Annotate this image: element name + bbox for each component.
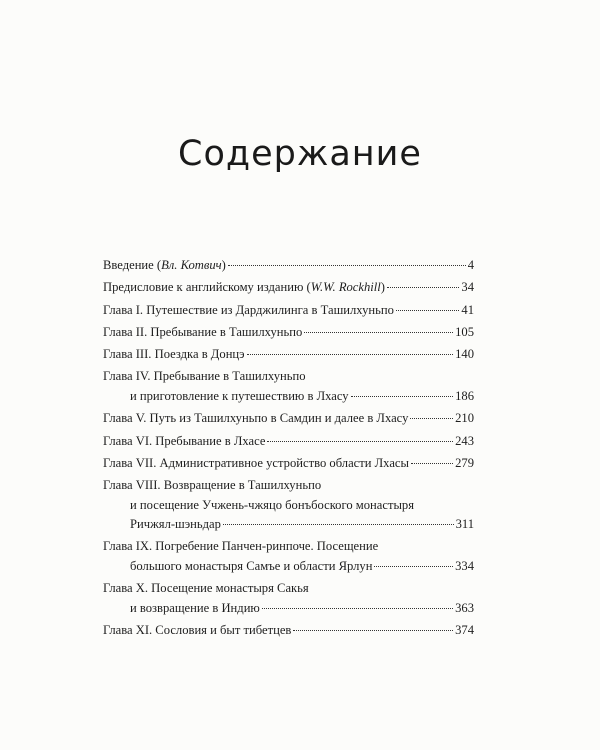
toc-entry-title: Глава III. Поездка в Донцэ xyxy=(103,347,245,362)
toc-page-number: 140 xyxy=(455,347,474,362)
dot-leader xyxy=(396,310,459,311)
toc-entry-title: Глава IX. Погребение Панчен-ринпоче. Посещение xyxy=(103,539,379,554)
dot-leader xyxy=(304,332,453,333)
toc-entry-chapter-11[interactable] xyxy=(103,621,474,641)
toc-page-number: 41 xyxy=(461,302,474,317)
toc-entry-chapter-4[interactable] xyxy=(103,367,474,406)
toc-entry-title-continued: Ричжял-шэньдар xyxy=(130,517,221,532)
toc-entry-author: W.W. Rockhill xyxy=(310,280,381,295)
toc-entry-title: Глава X. Посещение монастыря Сакья xyxy=(103,581,309,596)
table-of-contents xyxy=(103,256,474,643)
dot-leader xyxy=(410,418,453,419)
dot-leader xyxy=(223,524,454,525)
toc-entry-title: Глава VII. Административное устройство области Лхасы xyxy=(103,455,409,470)
toc-entry-preface[interactable] xyxy=(103,278,474,298)
toc-entry-chapter-3[interactable] xyxy=(103,345,474,365)
toc-page-number: 243 xyxy=(455,433,474,448)
toc-entry-title-continued: и приготовление к путешествию в Лхасу xyxy=(130,388,349,403)
toc-entry-title-continued: и возвращение в Индию xyxy=(130,600,260,615)
dot-leader xyxy=(228,265,466,266)
toc-entry-title: Глава XI. Сословия и быт тибетцев xyxy=(103,623,292,638)
toc-entry-chapter-10[interactable] xyxy=(103,579,474,618)
toc-entry-title: Глава VI. Пребывание в Лхасе xyxy=(103,433,266,448)
toc-entry-title: Глава IV. Пребывание в Ташилхуньпо xyxy=(103,369,306,384)
dot-leader xyxy=(267,441,453,442)
toc-page-number: 210 xyxy=(455,411,474,426)
toc-entry-title: Глава I. Путешествие из Дарджилинга в Ташилхуньпо xyxy=(103,302,394,317)
toc-entry-title: Предисловие к английскому изданию (W.W. Rockhill) xyxy=(103,280,385,295)
toc-page-number: 34 xyxy=(461,280,474,295)
toc-entry-chapter-7[interactable] xyxy=(103,454,474,474)
dot-leader xyxy=(351,396,454,397)
toc-page-number: 279 xyxy=(455,455,474,470)
toc-page-number: 186 xyxy=(455,388,474,403)
toc-entry-introduction[interactable] xyxy=(103,256,474,276)
dot-leader xyxy=(387,287,459,288)
toc-entry-author: Вл. Котвич xyxy=(161,258,222,272)
toc-entry-chapter-9[interactable] xyxy=(103,537,474,576)
dot-leader xyxy=(262,608,453,609)
toc-entry-chapter-2[interactable] xyxy=(103,323,474,343)
dot-leader xyxy=(293,630,453,631)
toc-entry-title: Глава VIII. Возвращение в Ташилхуньпо xyxy=(103,478,322,493)
dot-leader xyxy=(411,463,453,464)
toc-page-number: 363 xyxy=(455,600,474,615)
toc-page-number: 334 xyxy=(455,558,474,573)
toc-entry-chapter-8[interactable] xyxy=(103,476,474,535)
page-title: Содержание xyxy=(178,134,422,174)
toc-entry-title: Введение (Вл. Котвич) xyxy=(103,258,226,272)
toc-entry-chapter-5[interactable] xyxy=(103,409,474,429)
dot-leader xyxy=(247,354,454,355)
toc-page-number: 374 xyxy=(455,623,474,638)
dot-leader xyxy=(374,566,453,567)
toc-entry-chapter-1[interactable] xyxy=(103,301,474,321)
toc-entry-title: Глава II. Пребывание в Ташилхуньпо xyxy=(103,324,303,339)
toc-entry-title-continued: и посещение Учжень-чжяцо бонъбоского монастыря xyxy=(130,497,415,512)
toc-entry-title: Глава V. Путь из Ташилхуньпо в Самдин и далее в Лхасу xyxy=(103,411,409,426)
toc-page-number: 4 xyxy=(467,258,474,272)
toc-entry-chapter-6[interactable] xyxy=(103,432,474,452)
toc-page-number: 105 xyxy=(455,324,474,339)
toc-page-number: 311 xyxy=(455,517,474,532)
toc-entry-title-continued: большого монастыря Самъе и области Ярлун xyxy=(130,558,373,573)
